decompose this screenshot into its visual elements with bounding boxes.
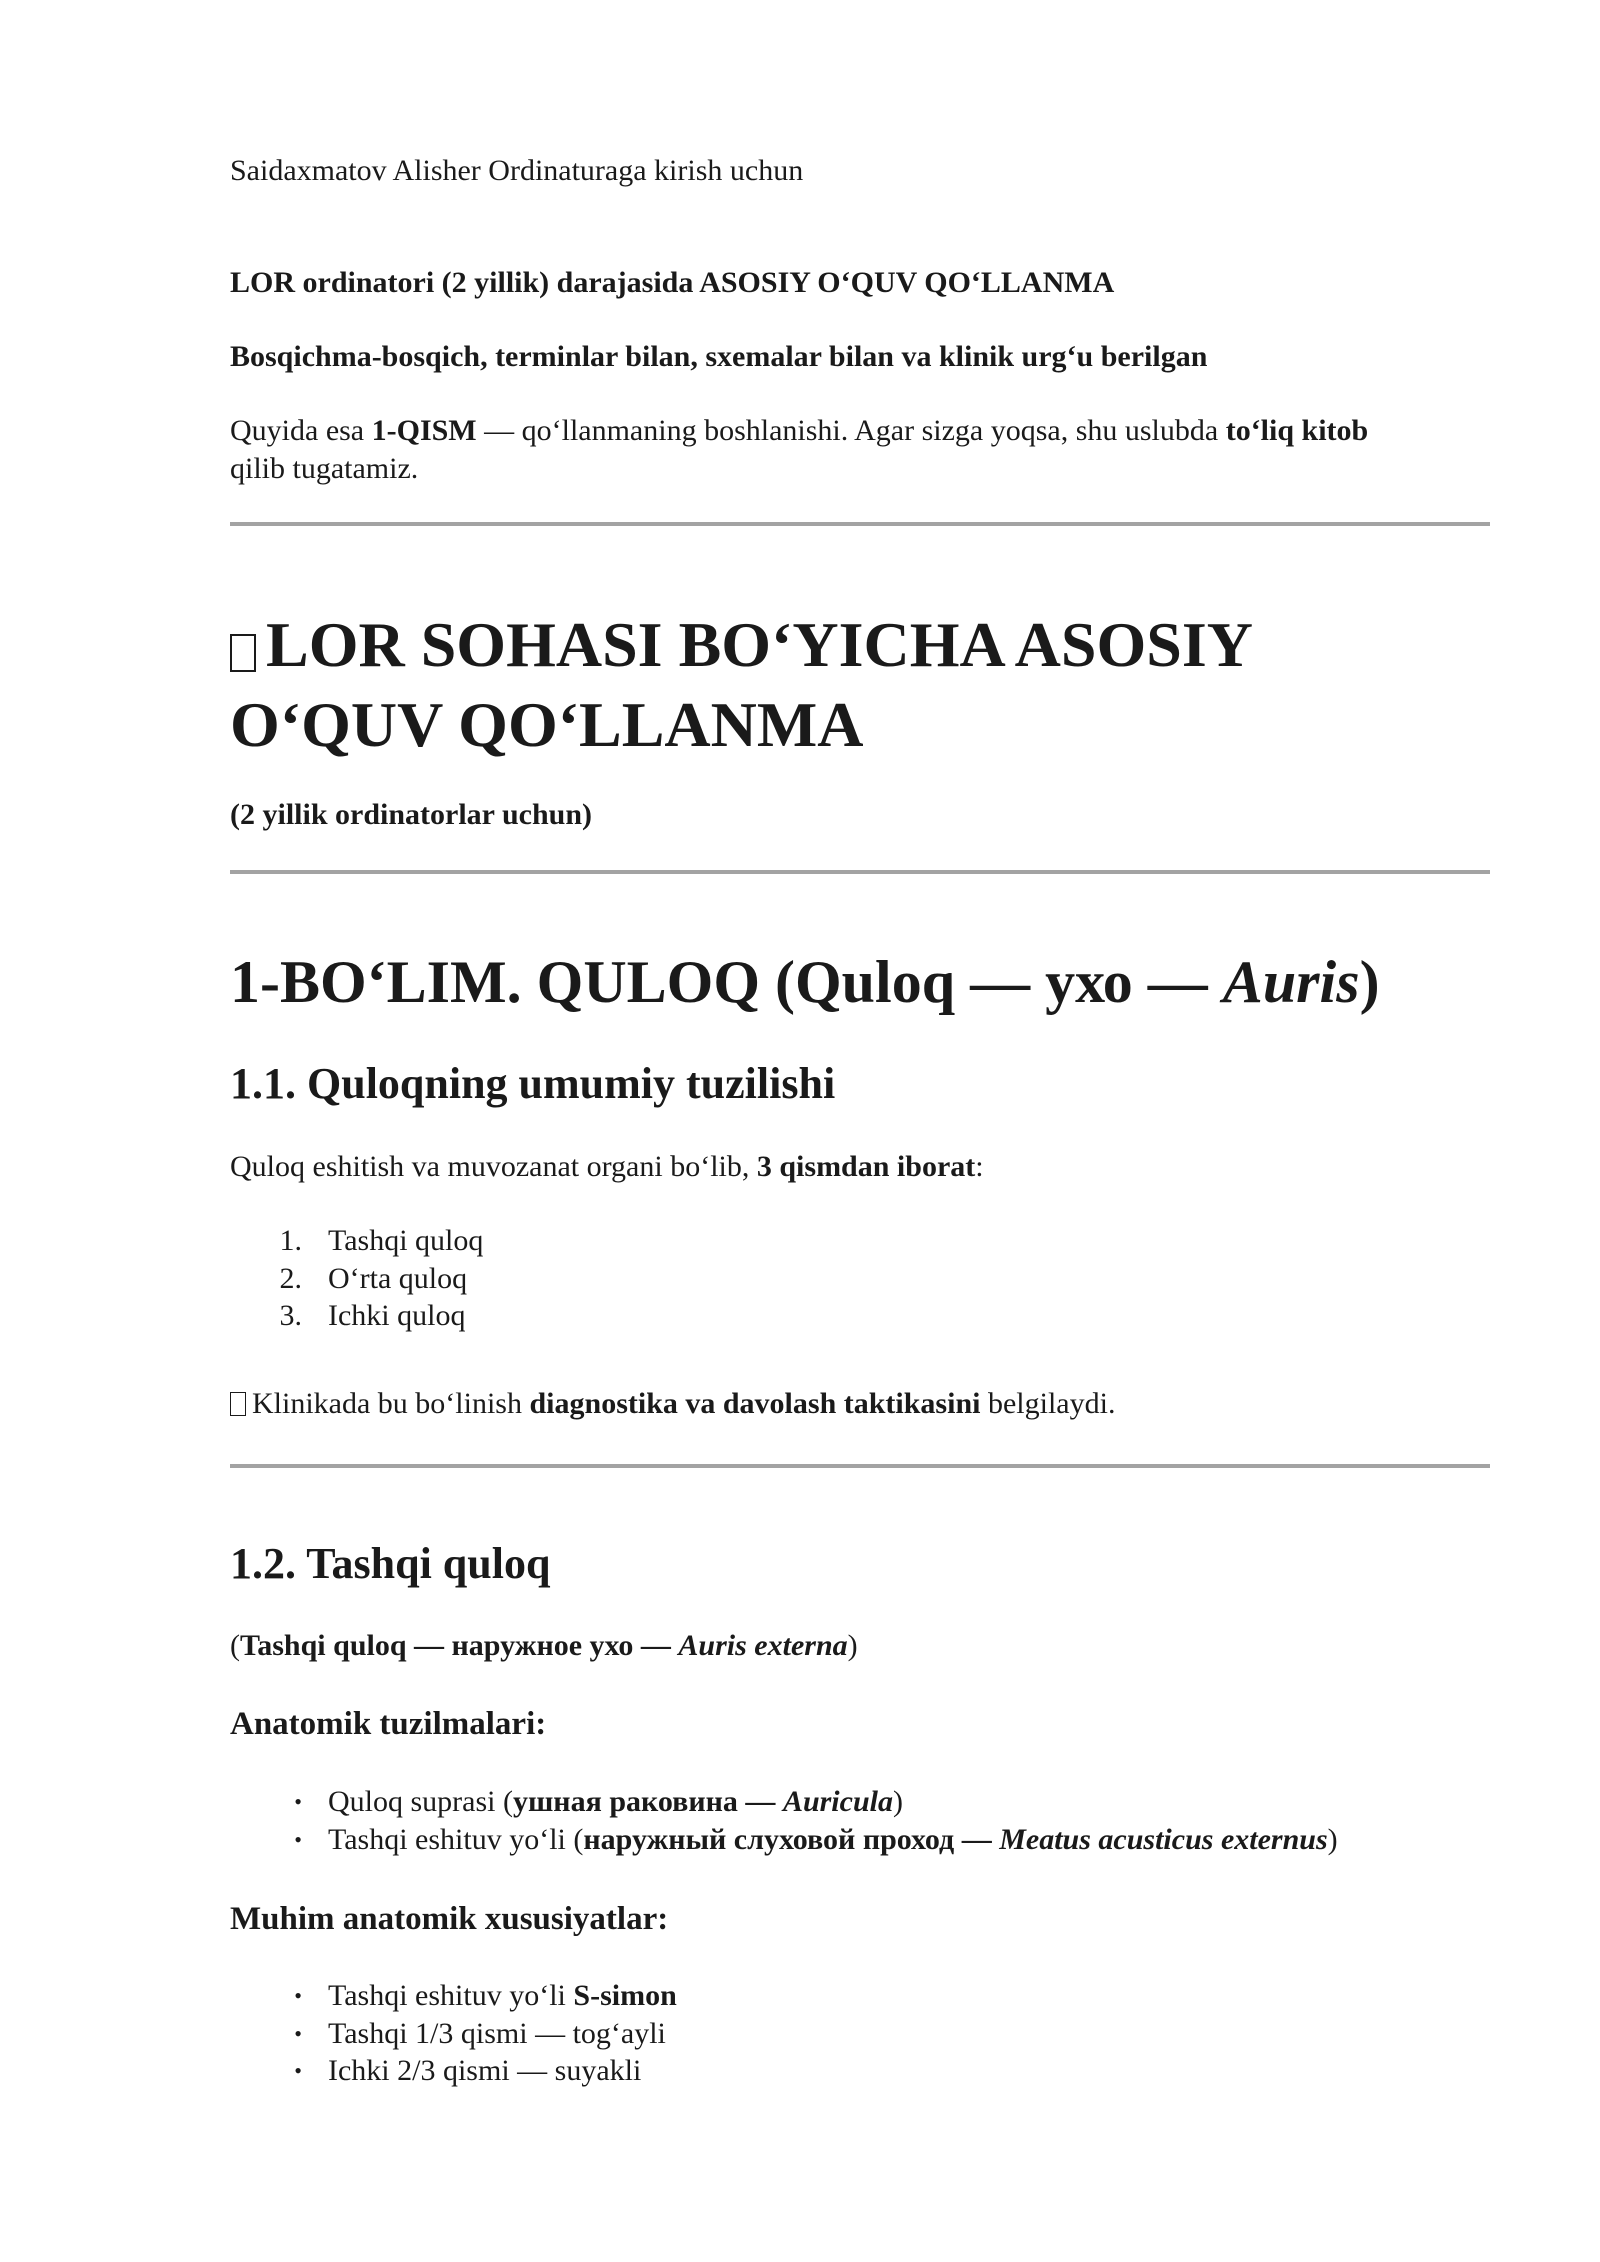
term-line xyxy=(230,1627,858,1665)
list-marker: 2. xyxy=(279,1261,302,1295)
item-russian: наружный слуховой проход — xyxy=(583,1822,1000,1856)
horizontal-rule xyxy=(230,522,1490,526)
features-list xyxy=(230,1977,677,2090)
note-text: belgilaydi. xyxy=(980,1387,1116,1420)
item-latin: Auricula xyxy=(782,1785,893,1818)
note-emphasis: diagnostika va davolash taktikasini xyxy=(529,1387,981,1420)
horizontal-rule xyxy=(230,1464,1490,1468)
paragraph-text: : xyxy=(975,1150,984,1183)
intro-text: — qoʻllanmaning boshlanishi. Agar sizga yoqsa, shu uslubda xyxy=(476,414,1226,447)
bullet: • xyxy=(294,2020,302,2046)
item-text: Tashqi eshituv yoʻli xyxy=(328,1979,574,2012)
intro-emphasis: toʻliq kitob xyxy=(1225,414,1369,447)
paragraph xyxy=(230,1148,984,1186)
subsection-heading-1-1: 1.1. Quloqning umumiy tuzilishi xyxy=(230,1059,836,1108)
item-latin: Meatus acusticus externus xyxy=(999,1822,1328,1856)
missing-glyph-icon xyxy=(230,634,256,672)
anatomy-list xyxy=(230,1783,1338,1858)
section-heading-text: 1-BOʻLIM. QULOQ (Quloq — ухо — xyxy=(230,949,1223,1015)
list-item xyxy=(230,2052,677,2090)
author-line: Saidaxmatov Alisher Ordinaturaga kirish uchun xyxy=(230,154,804,187)
item-emphasis: S-simon xyxy=(573,1979,677,2012)
item-text: ) xyxy=(892,1785,903,1818)
bullet: • xyxy=(294,1789,302,1814)
list-item xyxy=(230,1977,677,2015)
item-text: Tashqi eshituv yoʻli ( xyxy=(328,1822,584,1856)
list-item xyxy=(230,1222,483,1260)
term-bold: Tashqi quloq — наружное ухо — xyxy=(240,1629,679,1662)
title-text: LOR SOHASI BOʻYICHA ASOSIY xyxy=(266,609,1253,680)
term-latin: Auris externa xyxy=(678,1629,848,1662)
intro-line-2: Bosqichma-bosqich, terminlar bilan, sxemalar bilan va klinik urgʻu berilgan xyxy=(230,340,1208,373)
term-text: ) xyxy=(847,1629,858,1662)
intro-line-1: LOR ordinatori (2 yillik) darajasida ASOSIY OʻQUV QOʻLLANMA xyxy=(230,266,1115,299)
ear-parts-list xyxy=(230,1222,483,1335)
item-text: Tashqi 1/3 qismi — togʻayli xyxy=(328,2016,666,2050)
list-item xyxy=(230,1297,483,1335)
features-heading: Muhim anatomik xususiyatlar: xyxy=(230,1901,669,1937)
clinical-note xyxy=(230,1385,1115,1423)
section-heading-latin: Auris xyxy=(1222,949,1360,1015)
document-title-line-2: OʻQUV QOʻLLANMA xyxy=(230,689,864,760)
horizontal-rule xyxy=(230,870,1490,874)
paragraph-text: Quloq eshitish va muvozanat organi boʻlib, xyxy=(230,1150,757,1183)
item-text: Ichki 2/3 qismi — suyakli xyxy=(328,2054,642,2087)
section-heading-text: ) xyxy=(1359,949,1380,1015)
intro-paragraph xyxy=(230,412,1368,450)
subsection-heading-1-2: 1.2. Tashqi quloq xyxy=(230,1539,551,1588)
intro-text: Quyida esa xyxy=(230,414,372,447)
list-marker: 1. xyxy=(279,1224,302,1257)
note-text: Klinikada bu boʻlinish xyxy=(252,1387,530,1420)
document-subtitle: (2 yillik ordinatorlar uchun) xyxy=(230,798,592,831)
list-item-text: Tashqi quloq xyxy=(328,1224,484,1257)
missing-glyph-icon xyxy=(230,1392,246,1416)
list-item xyxy=(230,1260,483,1298)
item-text: Quloq suprasi ( xyxy=(328,1785,513,1818)
item-text: ) xyxy=(1327,1822,1338,1856)
bullet: • xyxy=(294,1983,302,2008)
list-item xyxy=(230,1783,1338,1821)
document-title-line-1 xyxy=(230,605,1253,685)
bullet: • xyxy=(294,2058,302,2083)
intro-paragraph-cont: qilib tugatamiz. xyxy=(230,452,419,485)
list-item-text: Ichki quloq xyxy=(328,1299,466,1332)
list-item-text: Oʻrta quloq xyxy=(328,1261,468,1295)
anatomy-heading: Anatomik tuzilmalari: xyxy=(230,1706,547,1742)
term-text: ( xyxy=(230,1629,240,1662)
section-heading xyxy=(230,946,1380,1018)
bullet: • xyxy=(294,1826,302,1852)
intro-emphasis: 1-QISM xyxy=(371,414,477,447)
paragraph-emphasis: 3 qismdan iborat xyxy=(756,1150,976,1183)
list-item xyxy=(230,1821,1338,1859)
list-item xyxy=(230,2015,677,2053)
item-russian: ушная раковина — xyxy=(512,1785,783,1818)
list-marker: 3. xyxy=(279,1299,302,1332)
